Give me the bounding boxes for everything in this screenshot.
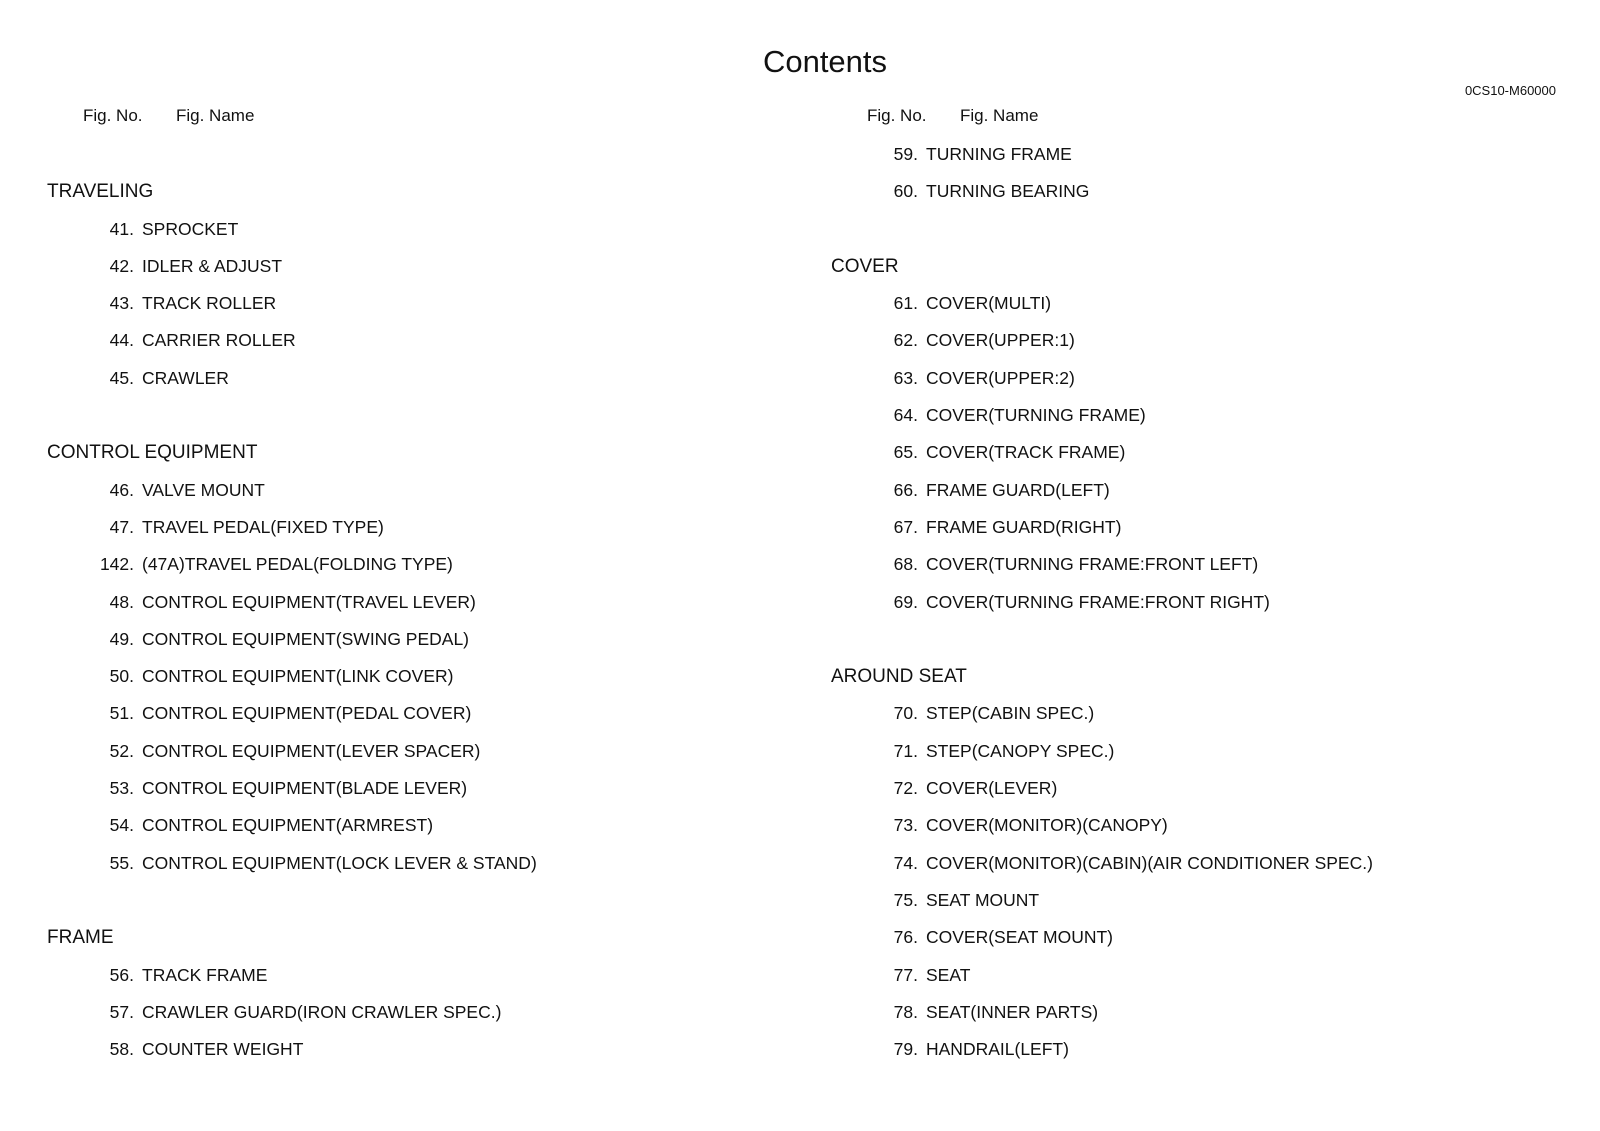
fig-name: COVER(TURNING FRAME) xyxy=(926,405,1146,426)
fig-number: 64. xyxy=(893,405,918,426)
fig-number: 74. xyxy=(893,852,918,873)
contents-entry[interactable] xyxy=(784,695,1373,732)
contents-entry[interactable] xyxy=(784,322,1373,359)
contents-entry[interactable] xyxy=(0,509,537,546)
fig-name: IDLER & ADJUST xyxy=(142,255,283,276)
contents-entry[interactable] xyxy=(784,509,1373,546)
fig-number: 49. xyxy=(109,628,134,649)
contents-entry[interactable] xyxy=(784,173,1373,210)
fig-name: COVER(SEAT MOUNT) xyxy=(926,927,1113,948)
fig-name: SEAT MOUNT xyxy=(926,889,1040,910)
fig-number: 50. xyxy=(109,666,134,687)
fig-number: 53. xyxy=(109,778,134,799)
contents-entry[interactable] xyxy=(784,285,1373,322)
fig-name: COVER(LEVER) xyxy=(926,778,1058,799)
contents-entry[interactable] xyxy=(0,845,537,882)
contents-entry[interactable] xyxy=(784,1031,1373,1068)
fig-name: CONTROL EQUIPMENT(ARMREST) xyxy=(142,815,434,836)
fig-name: CONTROL EQUIPMENT(PEDAL COVER) xyxy=(142,703,472,724)
contents-entry[interactable] xyxy=(784,882,1373,919)
column-header xyxy=(867,106,1038,126)
fig-number: 42. xyxy=(109,255,134,276)
fig-name: COVER(MONITOR)(CABIN)(AIR CONDITIONER SPEC.) xyxy=(926,852,1373,873)
fig-name: CONTROL EQUIPMENT(LOCK LEVER & STAND) xyxy=(142,852,537,873)
contents-entry[interactable] xyxy=(0,360,537,397)
contents-entry[interactable] xyxy=(0,658,537,695)
fig-no-header: Fig. No. xyxy=(867,106,927,125)
fig-number: 58. xyxy=(109,1039,134,1060)
fig-number: 67. xyxy=(893,516,918,537)
contents-entry[interactable] xyxy=(784,957,1373,994)
contents-entry[interactable] xyxy=(784,994,1373,1031)
fig-name: COVER(UPPER:1) xyxy=(926,330,1075,351)
fig-number: 48. xyxy=(109,591,134,612)
section-heading: CONTROL EQUIPMENT xyxy=(47,442,258,464)
fig-number: 70. xyxy=(893,703,918,724)
fig-name: TRACK ROLLER xyxy=(142,293,277,314)
contents-entry[interactable] xyxy=(784,546,1373,583)
fig-number: 45. xyxy=(109,367,134,388)
spacer xyxy=(784,211,1373,248)
fig-name: TURNING BEARING xyxy=(926,181,1090,202)
fig-number: 47. xyxy=(109,516,134,537)
spacer xyxy=(0,136,537,173)
contents-entry[interactable] xyxy=(0,770,537,807)
fig-number: 60. xyxy=(893,181,918,202)
fig-number: 142. xyxy=(99,554,134,575)
contents-entry[interactable] xyxy=(0,621,537,658)
fig-name: STEP(CANOPY SPEC.) xyxy=(926,740,1115,761)
fig-number: 61. xyxy=(893,293,918,314)
document-code: 0CS10-M60000 xyxy=(1464,83,1556,98)
fig-name: HANDRAIL(LEFT) xyxy=(926,1039,1069,1060)
spacer xyxy=(784,621,1373,658)
fig-name: CONTROL EQUIPMENT(LEVER SPACER) xyxy=(142,740,481,761)
fig-name: CONTROL EQUIPMENT(BLADE LEVER) xyxy=(142,778,468,799)
contents-entry[interactable] xyxy=(784,360,1373,397)
page-title: Contents xyxy=(762,44,888,79)
contents-entry[interactable] xyxy=(784,584,1373,621)
fig-number: 77. xyxy=(893,964,918,985)
fig-number: 52. xyxy=(109,740,134,761)
fig-number: 44. xyxy=(109,330,134,351)
contents-entry[interactable] xyxy=(784,770,1373,807)
fig-name: COVER(MONITOR)(CANOPY) xyxy=(926,815,1168,836)
fig-number: 51. xyxy=(109,703,134,724)
fig-name-header: Fig. Name xyxy=(960,106,1039,125)
fig-name: FRAME GUARD(RIGHT) xyxy=(926,516,1122,537)
section-heading: COVER xyxy=(831,255,899,277)
contents-entry[interactable] xyxy=(0,695,537,732)
contents-list xyxy=(0,136,537,1068)
fig-number: 66. xyxy=(893,479,918,500)
fig-name: TURNING FRAME xyxy=(926,144,1072,164)
fig-name: COVER(TRACK FRAME) xyxy=(926,442,1126,463)
fig-name: SPROCKET xyxy=(142,218,239,239)
contents-entry[interactable] xyxy=(0,1031,537,1068)
fig-name: CONTROL EQUIPMENT(TRAVEL LEVER) xyxy=(142,591,476,612)
fig-number: 78. xyxy=(893,1001,918,1022)
fig-number: 72. xyxy=(893,778,918,799)
fig-name: VALVE MOUNT xyxy=(142,479,265,500)
contents-entry[interactable] xyxy=(0,285,537,322)
contents-entry[interactable] xyxy=(0,807,537,844)
contents-entry[interactable] xyxy=(784,733,1373,770)
fig-number: 76. xyxy=(893,927,918,948)
contents-entry[interactable] xyxy=(0,994,537,1031)
contents-entry[interactable] xyxy=(0,322,537,359)
fig-name: CONTROL EQUIPMENT(LINK COVER) xyxy=(142,666,454,687)
contents-entry[interactable] xyxy=(0,546,537,583)
fig-number: 71. xyxy=(893,740,918,761)
contents-entry[interactable] xyxy=(0,957,537,994)
spacer xyxy=(0,397,537,434)
contents-entry[interactable] xyxy=(784,472,1373,509)
fig-number: 73. xyxy=(893,815,918,836)
fig-number: 65. xyxy=(893,442,918,463)
fig-number: 54. xyxy=(109,815,134,836)
fig-name: COVER(TURNING FRAME:FRONT LEFT) xyxy=(926,554,1259,575)
fig-name: SEAT(INNER PARTS) xyxy=(926,1001,1099,1022)
contents-entry[interactable] xyxy=(784,919,1373,956)
section-heading: AROUND SEAT xyxy=(831,666,967,688)
fig-number: 75. xyxy=(893,889,918,910)
fig-name: COVER(UPPER:2) xyxy=(926,367,1075,388)
fig-name: (47A)TRAVEL PEDAL(FOLDING TYPE) xyxy=(142,554,453,575)
fig-name: CARRIER ROLLER xyxy=(142,330,296,351)
contents-entry[interactable] xyxy=(0,248,537,285)
contents-entry[interactable] xyxy=(784,845,1373,882)
fig-no-header: Fig. No. xyxy=(83,106,143,125)
fig-name: CRAWLER GUARD(IRON CRAWLER SPEC.) xyxy=(142,1001,502,1022)
fig-number: 62. xyxy=(893,330,918,351)
fig-name-header: Fig. Name xyxy=(176,106,255,125)
contents-entry[interactable] xyxy=(784,397,1373,434)
fig-number: 55. xyxy=(109,852,134,873)
fig-name: SEAT xyxy=(926,964,971,985)
fig-number: 68. xyxy=(893,554,918,575)
contents-entry[interactable] xyxy=(0,584,537,621)
fig-name: COVER(TURNING FRAME:FRONT RIGHT) xyxy=(926,591,1270,612)
fig-number: 69. xyxy=(893,591,918,612)
contents-entry[interactable] xyxy=(0,733,537,770)
fig-name: STEP(CABIN SPEC.) xyxy=(926,703,1095,724)
contents-entry[interactable] xyxy=(0,472,537,509)
section-heading: TRAVELING xyxy=(47,181,154,203)
fig-number: 57. xyxy=(109,1001,134,1022)
fig-number: 43. xyxy=(109,293,134,314)
fig-number: 46. xyxy=(109,479,134,500)
fig-name: TRACK FRAME xyxy=(142,964,268,985)
column-header xyxy=(83,106,254,126)
fig-number: 41. xyxy=(109,218,134,239)
section-heading: FRAME xyxy=(47,927,114,949)
fig-name: COUNTER WEIGHT xyxy=(142,1039,304,1060)
contents-entry[interactable] xyxy=(0,211,537,248)
fig-name: CRAWLER xyxy=(142,367,229,388)
fig-name: CONTROL EQUIPMENT(SWING PEDAL) xyxy=(142,628,470,649)
fig-name: FRAME GUARD(LEFT) xyxy=(926,479,1110,500)
contents-entry[interactable] xyxy=(784,136,1373,173)
fig-number: 59. xyxy=(893,144,918,164)
contents-entry[interactable] xyxy=(784,434,1373,471)
spacer xyxy=(0,882,537,919)
fig-name: COVER(MULTI) xyxy=(926,293,1052,314)
fig-number: 63. xyxy=(893,367,918,388)
contents-list xyxy=(784,136,1373,1068)
contents-entry[interactable] xyxy=(784,807,1373,844)
fig-name: TRAVEL PEDAL(FIXED TYPE) xyxy=(142,516,384,537)
fig-number: 56. xyxy=(109,964,134,985)
fig-number: 79. xyxy=(893,1039,918,1060)
